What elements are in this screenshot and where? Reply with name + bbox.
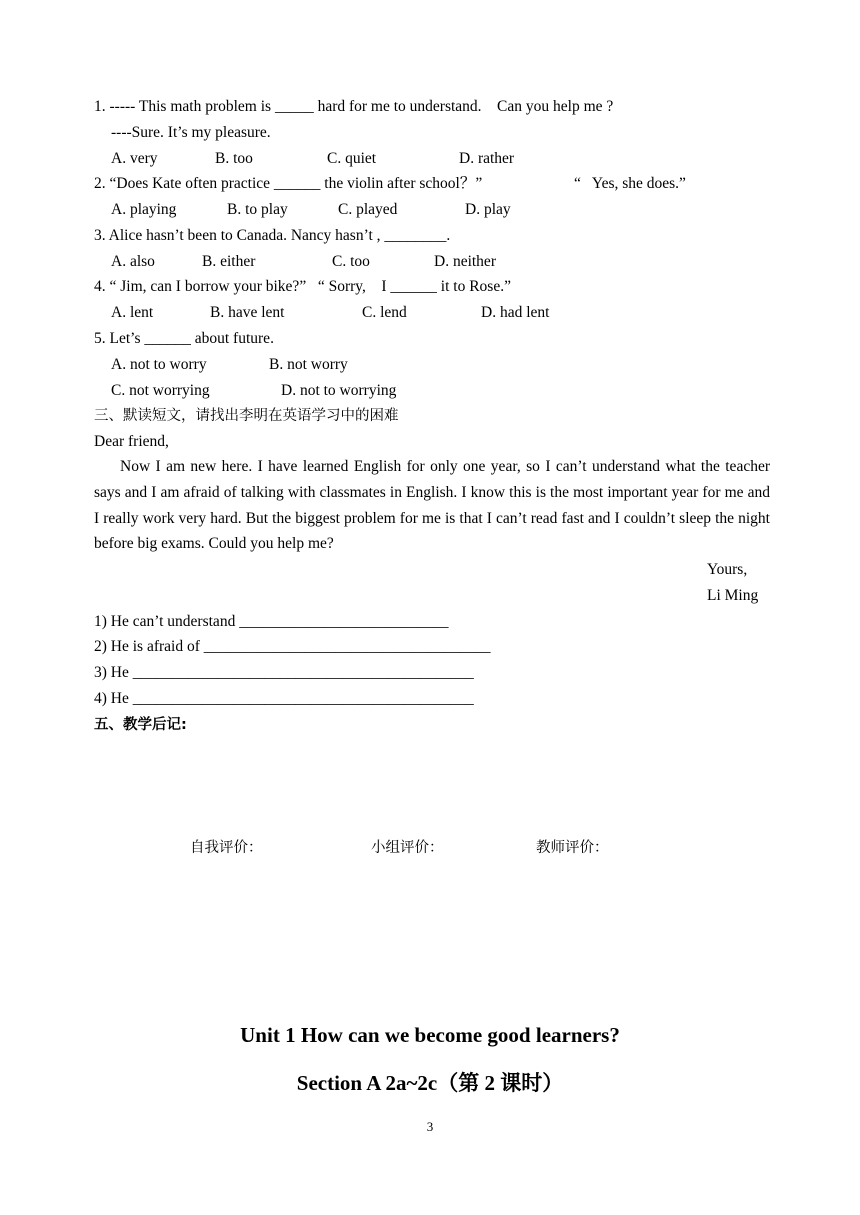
question-5-stem: 5. Let’s ______ about future. [94,330,274,347]
question-3-option-c: C. too [332,253,370,270]
question-4-option-d: D. had lent [481,304,550,321]
question-4-option-b: B. have lent [210,304,285,321]
letter-closing: Yours, [707,561,748,578]
letter-body-text: Now I am new here. I have learned English for only one year, so I can’t understand what the teacher says and I am afraid of talking with classmates in English. I know this is the most important year for me and I really work very hard. But the biggest problem for me is that I can’t read fast and I couldn’t sleep the night before big exams. Could you help me? [94,458,770,553]
group-evaluation-label: 小组评价： [371,840,444,856]
question-1-reply: ----Sure. It’s my pleasure. [111,124,271,141]
question-5-option-d: D. not to worrying [281,382,397,399]
question-5-option-a: A. not to worry [111,356,207,373]
letter-signature: Li Ming [707,587,759,604]
question-2-option-a: A. playing [111,201,177,218]
question-4-option-c: C. lend [362,304,407,321]
question-1-option-a: A. very [111,150,158,167]
question-4-option-a: A. lent [111,304,154,321]
letter-salutation: Dear friend, [94,433,169,450]
answer-line-4: 4) He ____________________________________________ [94,690,474,707]
question-3-stem: 3. Alice hasn’t been to Canada. Nancy hasn’t , ________. [94,227,451,244]
question-2-reply: “ Yes, she does.” [574,175,686,192]
question-2-option-d: D. play [465,201,511,218]
question-1-option-d: D. rather [459,150,515,167]
question-5-option-c: C. not worrying [111,382,210,399]
answer-line-2: 2) He is afraid of _____________________________________ [94,638,491,655]
question-5-option-b: B. not worry [269,356,348,373]
section-3-heading: 三、默读短文，请找出李明在英语学习中的困难 [94,408,399,424]
question-4-stem: 4. “ Jim, can I borrow your bike?” “ Sorry, I ______ it to Rose.” [94,278,511,295]
question-3-option-d: D. neither [434,253,496,270]
letter-body [94,454,770,557]
section-5-heading: 五、教学后记: [94,717,187,733]
question-2-option-b: B. to play [227,201,288,218]
question-3-option-a: A. also [111,253,155,270]
self-evaluation-label: 自我评价： [190,840,263,856]
unit-title: Unit 1 How can we become good learners? [240,1023,620,1047]
answer-line-3: 3) He ____________________________________________ [94,664,474,681]
answer-line-1: 1) He can’t understand ___________________________ [94,613,449,630]
question-1-option-c: C. quiet [327,150,377,167]
question-1-stem: 1. ----- This math problem is _____ hard for me to understand. Can you help me ? [94,98,614,115]
question-3-option-b: B. either [202,253,256,270]
section-title: Section A 2a~2c（第 2 课时） [296,1071,564,1095]
question-2-option-c: C. played [338,201,398,218]
question-1-option-b: B. too [215,150,253,167]
page-number: 3 [426,1119,434,1134]
teacher-evaluation-label: 教师评价： [536,840,609,856]
question-2-stem: 2. “Does Kate often practice ______ the violin after school？” [94,175,483,192]
